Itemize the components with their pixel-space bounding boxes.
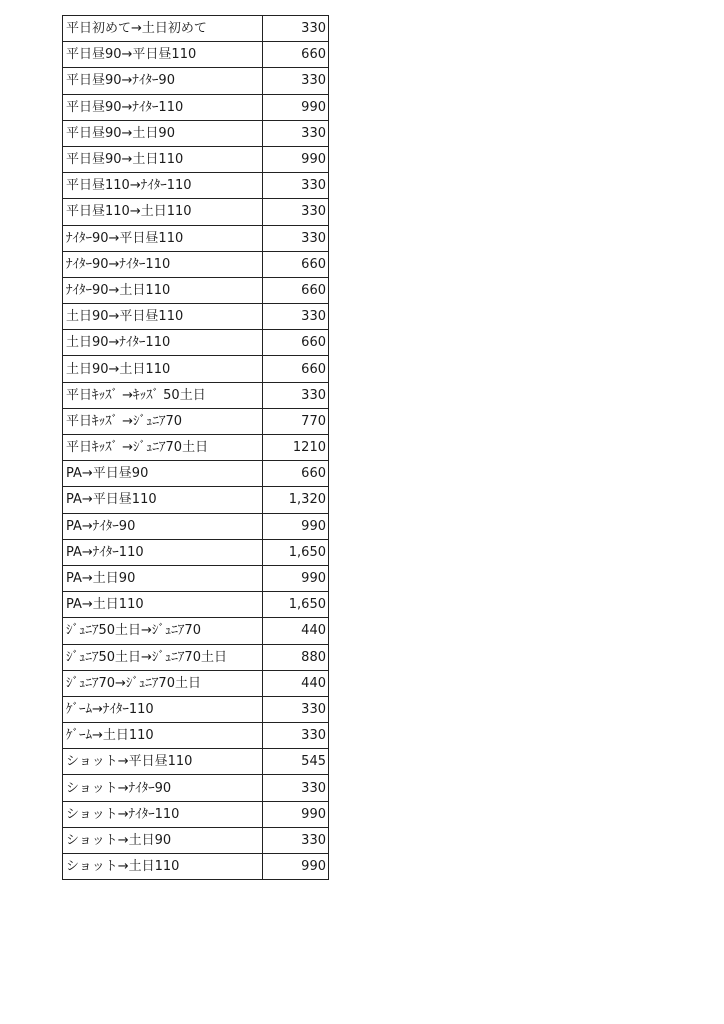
transfer-label-cell: 平日昼90→平日昼110 [63,42,263,68]
transfer-label-cell: ﾅｲﾀｰ90→平日昼110 [63,225,263,251]
amount-cell: 440 [263,618,329,644]
amount-cell: 990 [263,565,329,591]
amount-cell: 990 [263,94,329,120]
table-row [63,513,329,539]
transfer-label-cell: 平日初めて→土日初めて [63,16,263,42]
amount-cell: 440 [263,670,329,696]
table-row [63,120,329,146]
transfer-label-cell: 土日90→平日昼110 [63,304,263,330]
transfer-label-cell: ショット→ﾅｲﾀｰ110 [63,801,263,827]
fee-table [62,15,329,880]
transfer-label-cell: PA→土日90 [63,565,263,591]
transfer-label-cell: 平日ｷｯｽﾞ →ｷｯｽﾞ 50土日 [63,382,263,408]
amount-cell: 330 [263,120,329,146]
amount-cell: 1,320 [263,487,329,513]
fee-table-body [63,16,329,880]
amount-cell: 1,650 [263,592,329,618]
table-row [63,539,329,565]
transfer-label-cell: ショット→ﾅｲﾀｰ90 [63,775,263,801]
transfer-label-cell: 土日90→土日110 [63,356,263,382]
transfer-label-cell: PA→平日昼110 [63,487,263,513]
table-row [63,775,329,801]
table-row [63,854,329,880]
transfer-label-cell: ｼﾞｭﾆｱ70→ｼﾞｭﾆｱ70土日 [63,670,263,696]
amount-cell: 330 [263,199,329,225]
table-row [63,801,329,827]
table-row [63,146,329,172]
transfer-label-cell: ショット→土日90 [63,827,263,853]
transfer-label-cell: ﾅｲﾀｰ90→土日110 [63,277,263,303]
table-row [63,618,329,644]
amount-cell: 990 [263,801,329,827]
table-row [63,644,329,670]
amount-cell: 660 [263,461,329,487]
table-row [63,68,329,94]
table-row [63,670,329,696]
table-row [63,461,329,487]
amount-cell: 330 [263,304,329,330]
amount-cell: 330 [263,225,329,251]
transfer-label-cell: 平日昼90→ﾅｲﾀｰ110 [63,94,263,120]
table-row [63,408,329,434]
amount-cell: 330 [263,173,329,199]
amount-cell: 330 [263,827,329,853]
transfer-label-cell: PA→土日110 [63,592,263,618]
table-row [63,356,329,382]
table-row [63,382,329,408]
amount-cell: 990 [263,854,329,880]
transfer-label-cell: PA→ﾅｲﾀｰ110 [63,539,263,565]
transfer-label-cell: ショット→土日110 [63,854,263,880]
table-row [63,723,329,749]
transfer-label-cell: ショット→平日昼110 [63,749,263,775]
amount-cell: 770 [263,408,329,434]
table-row [63,696,329,722]
amount-cell: 990 [263,146,329,172]
amount-cell: 660 [263,251,329,277]
amount-cell: 880 [263,644,329,670]
table-row [63,251,329,277]
transfer-label-cell: 平日昼110→ﾅｲﾀｰ110 [63,173,263,199]
table-row [63,199,329,225]
table-row [63,277,329,303]
amount-cell: 330 [263,16,329,42]
table-row [63,749,329,775]
table-row [63,435,329,461]
transfer-label-cell: ﾅｲﾀｰ90→ﾅｲﾀｰ110 [63,251,263,277]
table-row [63,592,329,618]
transfer-label-cell: 平日昼90→土日90 [63,120,263,146]
transfer-label-cell: PA→ﾅｲﾀｰ90 [63,513,263,539]
transfer-label-cell: ｼﾞｭﾆｱ50土日→ｼﾞｭﾆｱ70土日 [63,644,263,670]
transfer-label-cell: 平日昼90→ﾅｲﾀｰ90 [63,68,263,94]
transfer-label-cell: ｼﾞｭﾆｱ50土日→ｼﾞｭﾆｱ70 [63,618,263,644]
table-row [63,330,329,356]
amount-cell: 660 [263,277,329,303]
table-row [63,225,329,251]
transfer-label-cell: 平日昼110→土日110 [63,199,263,225]
amount-cell: 545 [263,749,329,775]
table-row [63,16,329,42]
amount-cell: 330 [263,382,329,408]
transfer-label-cell: 平日ｷｯｽﾞ →ｼﾞｭﾆｱ70土日 [63,435,263,461]
table-row [63,173,329,199]
amount-cell: 330 [263,696,329,722]
table-row [63,304,329,330]
amount-cell: 330 [263,723,329,749]
amount-cell: 330 [263,775,329,801]
amount-cell: 660 [263,42,329,68]
table-row [63,487,329,513]
table-row [63,565,329,591]
transfer-label-cell: 平日昼90→土日110 [63,146,263,172]
table-row [63,827,329,853]
table-row [63,94,329,120]
transfer-label-cell: 平日ｷｯｽﾞ →ｼﾞｭﾆｱ70 [63,408,263,434]
amount-cell: 330 [263,68,329,94]
fee-table-sheet [62,15,328,880]
amount-cell: 660 [263,330,329,356]
transfer-label-cell: 土日90→ﾅｲﾀｰ110 [63,330,263,356]
transfer-label-cell: PA→平日昼90 [63,461,263,487]
transfer-label-cell: ｹﾞｰﾑ→土日110 [63,723,263,749]
transfer-label-cell: ｹﾞｰﾑ→ﾅｲﾀｰ110 [63,696,263,722]
amount-cell: 990 [263,513,329,539]
amount-cell: 660 [263,356,329,382]
amount-cell: 1,650 [263,539,329,565]
table-row [63,42,329,68]
amount-cell: 1210 [263,435,329,461]
